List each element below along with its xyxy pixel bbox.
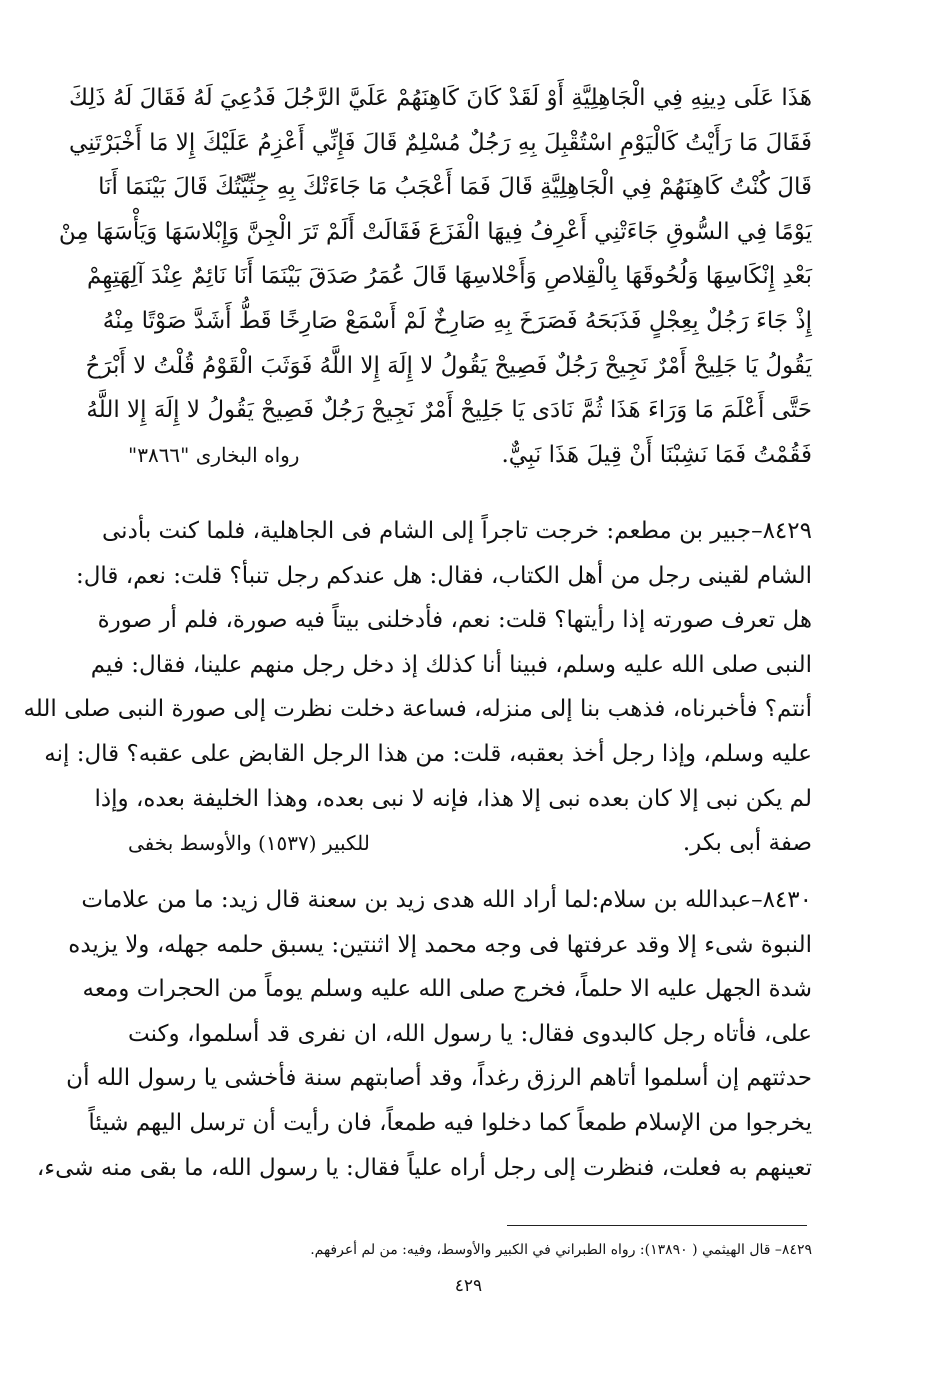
text-line: شدة الجهل عليه الا حلماً، فخرج صلى الله عليه وسلم يوماً من الحجرات ومعه (82, 976, 812, 1003)
text-line: بَعْدِ إِنْكَاسِهَا وَلُحُوقَهَا بِالْقِلاصِ وَأَحْلاسِهَا قَالَ عُمَرُ صَدَقَ بَيْنَمَا أَنَا نَائِمٌ عِنْدَ آلِهَتِهِمْ (87, 263, 812, 290)
text-line: النبوة شىء إلا وقد عرفتها فى وجه محمد إلا اثنتين: يسبق حلمه جهله، ولا يزيده (68, 931, 812, 958)
text-line-with-source (128, 433, 812, 478)
page-number: ٤٢٩ (454, 1276, 483, 1296)
text-line: هل تعرف صورته إذا رأيتها؟ قلت: نعم، فأدخلنى بيتاً فيه صورة، فلم أر صورة (97, 607, 812, 634)
text-line: ٨٤٢٩–جبير بن مطعم: خرجت تاجراً إلى الشام فى الجاهلية، فلما كنت بأدنى (102, 518, 812, 544)
text-line-end: فَقُمْتُ فَمَا نَشِبْنَا أَنْ قِيلَ هَذَا نَبِيٌّ. (501, 441, 812, 468)
text-line: يَقُولُ يَا جَلِيحْ أَمْرٌ نَجِيحْ رَجُلٌ فَصِيحْ يَقُولُ لا إِلَهَ إِلا اللَّهُ فَوَثَبَ الْقَوْمُ قُلْتُ لا أَبْرَحُ (85, 352, 812, 379)
narration-source: رواه البخارى "٣٨٦٦" (128, 442, 300, 467)
narration-source: للكبير (١٥٣٧) والأوسط بخفى (128, 831, 370, 856)
text-line: فَقَالَ مَا رَأَيْتُ كَالْيَوْمِ اسْتُقْبِلَ بِهِ رَجُلٌ مُسْلِمٌ قَالَ فَإِنِّي أَعْزِمُ عَلَيْكَ إِلا مَا أَخْبَرْتَنِي (69, 129, 812, 156)
text-line: حدثتهم إن أسلموا أتاهم الرزق رغداً، وقد أصابتهم سنة فأخشى يا رسول الله أن (66, 1065, 812, 1092)
text-line: على، فأتاه رجل كالبدوى فقال: يا رسول الله، ان نفرى قد أسلموا، وكنت (128, 1020, 812, 1047)
text-line: يخرجوا من الإسلام طمعاً كما دخلوا فيه طمعاً، فان رأيت أن ترسل اليهم شيئاً (88, 1109, 812, 1136)
text-line-end: صفة أبى بكر. (682, 830, 812, 857)
text-line: الشام لقينى رجل من أهل الكتاب، فقال: هل عندكم رجل تنبأ؟ قلت: نعم، قال: (75, 562, 812, 589)
text-line: ٨٤٣٠–عبدالله بن سلام:لما أراد الله هدى زيد بن سعنة قال زيد: ما من علامات (81, 887, 812, 913)
text-line: يَوْمًا فِي السُّوقِ جَاءَتْنِي أَعْرِفُ فِيهَا الْفَزَعَ فَقَالَتْ أَلَمْ تَرَ الْجِنَّ وَإِبْلاسَهَا وَيَأْسَهَا مِنْ (58, 218, 812, 245)
text-line: لم يكن نبى إلا كان بعده نبى إلا هذا، فإنه لا نبى بعده، وهذا الخليفة بعده، وإذا (94, 785, 812, 812)
footnote: ٨٤٢٩– قال الهيثمي ( ١٣٨٩٠): رواه الطبراني في الكبير والأوسط، وفيه: من لم أعرفهم. (310, 1242, 812, 1258)
text-line: إِذْ جَاءَ رَجُلٌ بِعِجْلٍ فَذَبَحَهُ فَصَرَخَ بِهِ صَارِخٌ لَمْ أَسْمَعْ صَارِخًا قَطُّ أَشَدَّ صَوْتًا مِنْهُ (102, 307, 812, 334)
footnote-divider (507, 1225, 807, 1226)
text-line: النبى صلى الله عليه وسلم، فبينا أنا كذلك إذ دخل رجل منهم علينا، فقال: فيم (90, 651, 812, 678)
text-line: عليه وسلم، وإذا رجل أخذ بعقبه، قلت: من هذا الرجل القابض على عقبه؟ قال: إنه (44, 740, 812, 767)
text-line: أنتم؟ فأخبرناه، فذهب بنا إلى منزله، فساعة دخلت نظرت إلى صورة النبى صلى الله (23, 696, 812, 723)
hadith-8429 (23, 509, 812, 866)
text-line: حَتَّى أَعْلَمَ مَا وَرَاءَ هَذَا ثُمَّ نَادَى يَا جَلِيحْ أَمْرٌ نَجِيحْ رَجُلٌ فَصِيحْ يَقُولُ لا إِلَهَ إِلا اللَّهُ (86, 397, 812, 424)
text-line: هَذَا عَلَى دِينِهِ فِي الْجَاهِلِيَّةِ أَوْ لَقَدْ كَانَ كَاهِنَهُمْ عَلَيَّ الرَّجُلَ فَدُعِيَ لَهُ فَقَالَ لَهُ ذَلِكَ (69, 85, 812, 111)
text-line-with-source (128, 821, 812, 866)
text-line: قَالَ كُنْتُ كَاهِنَهُمْ فِي الْجَاهِلِيَّةِ قَالَ فَمَا أَعْجَبُ مَا جَاءَتْكَ بِهِ جِنِّيَّتُكَ قَالَ بَيْنَمَا أَنَا (98, 174, 812, 201)
hadith-8428-continuation (58, 76, 812, 477)
hadith-8430 (36, 878, 812, 1190)
text-line: تعينهم به فعلت، فنظرت إلى رجل أراه علياً فقال: يا رسول الله، ما بقى منه شىء، (36, 1154, 812, 1181)
